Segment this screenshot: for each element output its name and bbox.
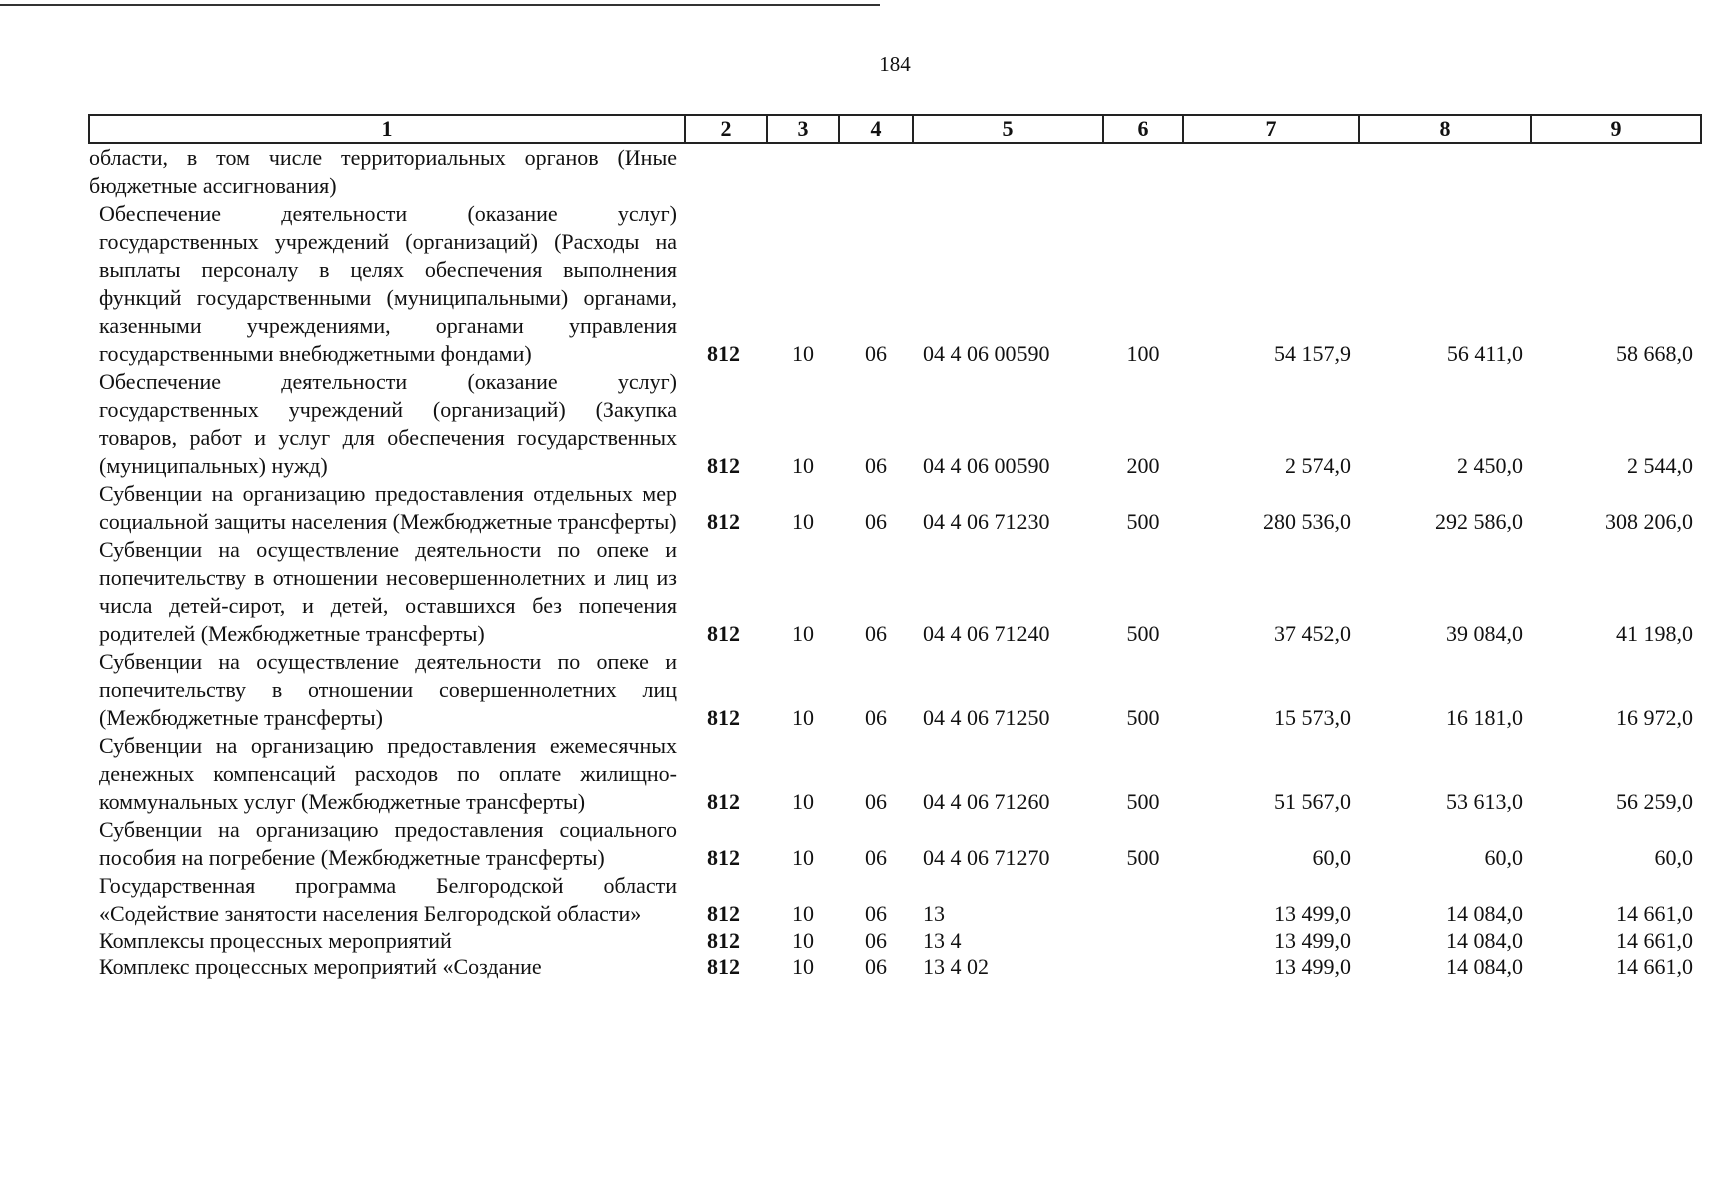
column-header-2: 2	[685, 115, 767, 143]
cell-section: 10	[792, 789, 814, 814]
cell-target-code: 13 4	[923, 928, 962, 953]
cell-org: 812	[707, 901, 740, 926]
cell-subsection	[839, 143, 913, 200]
cell-org: 812	[707, 705, 740, 730]
column-header-4: 4	[839, 115, 913, 143]
table-row	[89, 143, 1701, 200]
column-header-1: 1	[89, 115, 685, 143]
cell-value-7: 54 157,9	[1274, 341, 1351, 366]
cell-section	[767, 143, 839, 200]
cell-value-9: 14 661,0	[1616, 928, 1693, 953]
cell-value-9	[1531, 143, 1701, 200]
cell-subsection: 06	[865, 453, 887, 478]
cell-expense-type: 500	[1126, 789, 1160, 814]
cell-value-7: 13 499,0	[1274, 954, 1351, 979]
cell-subsection: 06	[865, 928, 887, 953]
table-row	[89, 480, 1701, 536]
cell-value-8: 60,0	[1484, 845, 1523, 870]
cell-target-code: 04 4 06 71260	[923, 789, 1050, 814]
cell-org: 812	[707, 341, 740, 366]
cell-value-9: 308 206,0	[1605, 509, 1693, 534]
cell-value-7: 51 567,0	[1274, 789, 1351, 814]
cell-value-8: 14 084,0	[1446, 901, 1523, 926]
column-header-3: 3	[767, 115, 839, 143]
column-header-9: 9	[1531, 115, 1701, 143]
table-row	[89, 732, 1701, 816]
cell-expense-type: 200	[1126, 453, 1160, 478]
cell-value-7: 60,0	[1312, 845, 1351, 870]
row-description: области, в том числе территориальных органов (Иные бюджетные ассигнования)	[89, 145, 677, 198]
header-row	[89, 115, 1701, 143]
cell-target-code: 04 4 06 71240	[923, 621, 1050, 646]
cell-value-8: 2 450,0	[1457, 453, 1523, 478]
row-description: Субвенции на организацию предоставления ежемесячных денежных компенсаций расходов по оплате жилищно-коммунальных услуг (Межбюджетные трансферты)	[99, 733, 677, 814]
table-row	[89, 928, 1701, 954]
cell-value-8: 14 084,0	[1446, 954, 1523, 979]
cell-expense-type: 500	[1126, 845, 1160, 870]
cell-org: 812	[707, 789, 740, 814]
cell-expense-type: 500	[1126, 621, 1160, 646]
cell-expense-type: 500	[1126, 509, 1160, 534]
cell-value-7: 13 499,0	[1274, 928, 1351, 953]
cell-value-8: 53 613,0	[1446, 789, 1523, 814]
cell-section: 10	[792, 341, 814, 366]
page-number: 184	[879, 52, 911, 76]
table-row	[89, 368, 1701, 480]
row-description: Государственная программа Белгородской области «Содействие занятости населения Белгородской области»	[99, 873, 677, 926]
row-description: Комплексы процессных мероприятий	[99, 928, 452, 953]
cell-value-9: 14 661,0	[1616, 954, 1693, 979]
cell-target-code: 04 4 06 00590	[923, 341, 1050, 366]
cell-subsection: 06	[865, 621, 887, 646]
cell-value-7: 37 452,0	[1274, 621, 1351, 646]
column-header-5: 5	[913, 115, 1103, 143]
cell-subsection: 06	[865, 845, 887, 870]
cell-target-code: 04 4 06 71250	[923, 705, 1050, 730]
table-row	[89, 648, 1701, 732]
cell-section: 10	[792, 621, 814, 646]
row-description: Субвенции на осуществление деятельности по опеке и попечительству в отношении совершеннолетних лиц (Межбюджетные трансферты)	[99, 649, 677, 730]
cell-value-7: 15 573,0	[1274, 705, 1351, 730]
cell-target-code: 13 4 02	[923, 954, 989, 979]
table-row	[89, 200, 1701, 368]
cell-subsection: 06	[865, 954, 887, 979]
cell-value-8	[1359, 143, 1531, 200]
row-description: Субвенции на организацию предоставления социального пособия на погребение (Межбюджетные трансферты)	[99, 817, 677, 870]
column-header-8: 8	[1359, 115, 1531, 143]
row-description: Субвенции на организацию предоставления отдельных мер социальной защиты населения (Межбюджетные трансферты)	[99, 481, 677, 534]
column-header-7: 7	[1183, 115, 1359, 143]
table-row	[89, 816, 1701, 872]
row-description: Субвенции на осуществление деятельности по опеке и попечительству в отношении несовершеннолетних и лиц из числа детей-сирот, и детей, оставшихся без попечения родителей (Межбюджетные трансферты)	[99, 537, 677, 646]
cell-value-9: 16 972,0	[1616, 705, 1693, 730]
cell-section: 10	[792, 845, 814, 870]
cell-section: 10	[792, 705, 814, 730]
cell-section: 10	[792, 954, 814, 979]
row-description: Обеспечение деятельности (оказание услуг) государственных учреждений (организаций) (Закупка товаров, работ и услуг для обеспечения государственных (муниципальных) нужд)	[99, 369, 677, 478]
cell-org: 812	[707, 928, 740, 953]
table-row	[89, 954, 1701, 980]
cell-expense-type	[1103, 143, 1183, 200]
cell-expense-type	[1103, 928, 1183, 954]
row-description: Комплекс процессных мероприятий «Создание	[99, 954, 542, 979]
cell-value-7	[1183, 143, 1359, 200]
top-rule	[0, 4, 880, 6]
cell-org: 812	[707, 621, 740, 646]
cell-expense-type: 100	[1126, 341, 1160, 366]
cell-value-8: 14 084,0	[1446, 928, 1523, 953]
table-row	[89, 536, 1701, 648]
cell-target-code: 04 4 06 71270	[923, 845, 1050, 870]
cell-org: 812	[707, 453, 740, 478]
cell-section: 10	[792, 928, 814, 953]
cell-subsection: 06	[865, 509, 887, 534]
cell-value-8: 56 411,0	[1446, 341, 1523, 366]
cell-section: 10	[792, 453, 814, 478]
cell-org	[685, 143, 767, 200]
cell-value-9: 14 661,0	[1616, 901, 1693, 926]
cell-section: 10	[792, 509, 814, 534]
cell-target-code	[913, 143, 1103, 200]
cell-expense-type: 500	[1126, 705, 1160, 730]
row-description: Обеспечение деятельности (оказание услуг) государственных учреждений (организаций) (Расходы на выплаты персоналу в целях обеспечения выполнения функций государственными (муниципальными) органами, казенными учреждениями, органами управления государственными внебюджетными фондами)	[99, 201, 677, 366]
cell-target-code: 13	[923, 901, 945, 926]
cell-value-9: 2 544,0	[1627, 453, 1693, 478]
cell-value-7: 2 574,0	[1285, 453, 1351, 478]
cell-expense-type	[1103, 954, 1183, 980]
cell-value-9: 56 259,0	[1616, 789, 1693, 814]
column-header-6: 6	[1103, 115, 1183, 143]
cell-value-7: 280 536,0	[1263, 509, 1351, 534]
budget-table	[88, 114, 1702, 980]
cell-value-7: 13 499,0	[1274, 901, 1351, 926]
cell-expense-type	[1103, 872, 1183, 928]
cell-org: 812	[707, 509, 740, 534]
cell-org: 812	[707, 845, 740, 870]
table-row	[89, 872, 1701, 928]
cell-value-8: 16 181,0	[1446, 705, 1523, 730]
cell-subsection: 06	[865, 341, 887, 366]
cell-section: 10	[792, 901, 814, 926]
cell-value-8: 292 586,0	[1435, 509, 1523, 534]
cell-org: 812	[707, 954, 740, 979]
cell-value-9: 60,0	[1654, 845, 1693, 870]
cell-subsection: 06	[865, 901, 887, 926]
cell-value-9: 58 668,0	[1616, 341, 1693, 366]
cell-target-code: 04 4 06 71230	[923, 509, 1050, 534]
cell-value-8: 39 084,0	[1446, 621, 1523, 646]
cell-subsection: 06	[865, 789, 887, 814]
cell-target-code: 04 4 06 00590	[923, 453, 1050, 478]
cell-value-9: 41 198,0	[1616, 621, 1693, 646]
cell-subsection: 06	[865, 705, 887, 730]
